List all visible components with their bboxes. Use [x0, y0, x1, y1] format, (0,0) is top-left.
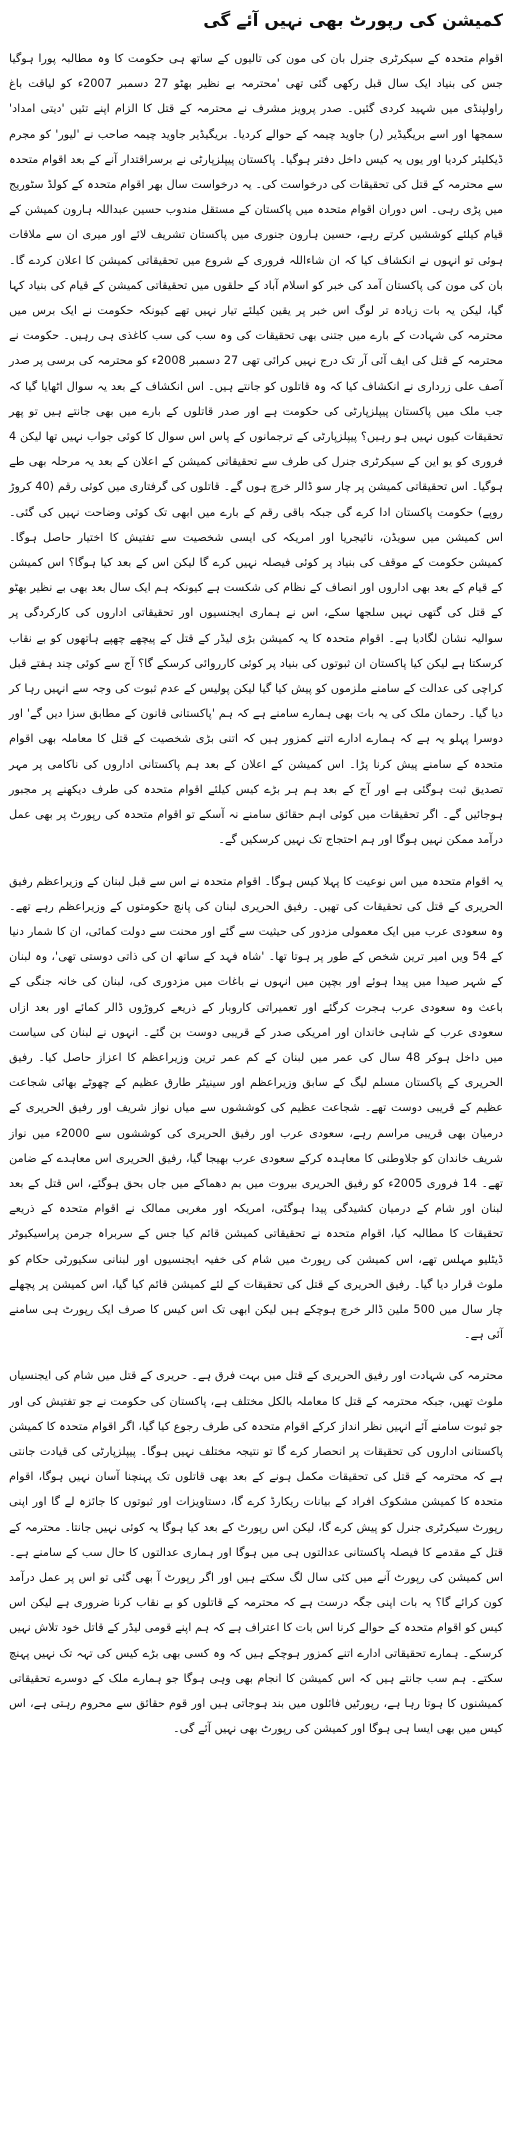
article-paragraph-3: محترمہ کی شہادت اور رفیق الحریری کے قتل میں بہت فرق ہے۔ حریری کے قتل میں شام کی ایجنسیاں ملوث تھیں، جبکہ محترمہ کے قتل کا معاملہ بالکل مختلف ہے، پاکستان کی حکومت نے جو تفتیش کی اور جو ثبوت سامنے آئے انہیں نظر انداز کرکے اقوام متحدہ کی طرف رجوع کیا گیا، اگر اقوام متحدہ کا کمیشن پاکستانی اداروں کی تحقیقات پر انحصار کرے گا تو نتیجہ مختلف نہیں ہوگا۔ پیپلزپارٹی کی قیادت جانتی ہے کہ محترمہ کے قتل کی تحقیقات مکمل ہونے کے بعد بھی قاتلوں تک پہنچنا آسان نہیں ہوگا، اقوام متحدہ کا کمیشن مشکوک افراد کے بیانات ریکارڈ کرے گا، دستاویزات اور ثبوتوں کا جائزہ لے گا اور اپنی رپورٹ سیکرٹری جنرل کو پیش کرے گا، لیکن اس رپورٹ کے بعد کیا ہوگا یہ کوئی نہیں جانتا۔ محترمہ کے قتل کے مقدمے کا فیصلہ پاکستانی عدالتوں ہی میں ہوگا اور ہماری عدالتوں کا حال سب کے سامنے ہے۔ اس کمیشن کی رپورٹ آنے میں کئی سال لگ سکتے ہیں اور اگر رپورٹ آ بھی گئی تو اس پر عمل درآمد کون کرائے گا؟ یہ بات اپنی جگہ درست ہے کہ محترمہ کے قاتلوں کو بے نقاب کرنا ضروری ہے لیکن اس کیس کو اقوام متحدہ کے حوالے کرنا اس بات کا اعتراف ہے کہ ہم اپنے قومی لیڈر کے قاتل خود تلاش نہیں کرسکے۔ ہمارے تحقیقاتی ادارے اتنے کمزور ہوچکے ہیں کہ وہ کسی بھی بڑے کیس کی تہہ تک نہیں پہنچ سکتے۔ ہم سب جانتے ہیں کہ اس کمیشن کا انجام بھی وہی ہوگا جو ہمارے ملک کے دوسرے تحقیقاتی کمیشنوں کا ہوتا رہا ہے، رپورٹیں فائلوں میں بند ہوجاتی ہیں اور قوم حقائق سے محروم رہتی ہے، اس کیس میں بھی ایسا ہی ہوگا اور کمیشن کی رپورٹ بھی نہیں آئے گی۔: [9, 1369, 503, 1736]
article-paragraph-1: اقوام متحدہ کے سیکرٹری جنرل بان کی مون کی تالیوں کے ساتھ ہی حکومت کا وہ مطالبہ پورا ہوگیا جس کی بنیاد ایک سال قبل رکھی گئی تھی 'محترمہ بے نظیر بھٹو 27 دسمبر 2007ء کو لیاقت باغ راولپنڈی میں شہید کردی گئیں۔ صدر پرویز مشرف نے محترمہ کے قتل کا الزام اپنے تئیں 'دیتی امداد' سمجھا اور اسے بریگیڈیر (ر) جاوید چیمہ کے حوالے کردیا۔ بریگیڈیر جاوید چیمہ صاحب نے 'لیور' کو مجرم ڈیکلیئر کردیا اور یوں یہ کیس داخل دفتر ہوگیا۔ پاکستان پیپلزپارٹی نے برسراقتدار آنے کے بعد اقوام متحدہ سے محترمہ کے قتل کی تحقیقات کی درخواست کی۔ یہ درخواست سال بھر اقوام متحدہ کے کولڈ سٹوریج میں پڑی رہی۔ اس دوران اقوام متحدہ میں پاکستان کے مستقل مندوب حسین عبداللہ ہارون کمیشن کے قیام کیلئے کوششیں کرتے رہے، حسین ہارون جنوری میں پاکستان تشریف لائے اور میری ان سے ملاقات ہوئی تو انہوں نے انکشاف کیا کہ ان شاءاللہ فروری کے شروع میں تحقیقاتی کمیشن کا اعلان کردے گا۔ بان کی مون کی پاکستان آمد کی خبر کو اسلام آباد کے حلقوں میں تحقیقاتی کمیشن کے قیام کی بنیاد کہا گیا، لیکن یہ بات زیادہ تر لوگ اس خبر پر یقین کیلئے تیار نہیں تھے کیونکہ حکومت نے ایک برس میں محترمہ کی شہادت کے بارے میں جتنی بھی تحقیقات کی وہ سب کی سب کاغذی ہی رہیں۔ حکومت نے محترمہ کے قتل کی ایف آئی آر تک درج نہیں کرائی تھی 27 دسمبر 2008ء کو محترمہ کی برسی پر صدر آصف علی زرداری نے انکشاف کیا کہ وہ قاتلوں کو جانتے ہیں۔ اس انکشاف کے بعد یہ سوال اٹھایا گیا کہ جب ملک میں پاکستان پیپلزپارٹی کی حکومت ہے اور صدر قاتلوں کے بارے میں بھی جانتے ہیں تو پھر تحقیقات کیوں نہیں ہو رہیں؟ پیپلزپارٹی کے ترجمانوں کے پاس اس سوال کا کوئی جواب نہیں تھا لیکن 4 فروری کو یو این کے سیکرٹری جنرل کی طرف سے تحقیقاتی کمیشن کے اعلان کے بعد یہ مرحلہ بھی طے ہوگیا۔ اس تحقیقاتی کمیشن پر چار سو ڈالر خرچ ہوں گے۔ قاتلوں کی گرفتاری میں کوئی رقم (40 کروڑ روپے) حکومت پاکستان ادا کرے گی جبکہ باقی رقم کے بارے میں ابھی تک کوئی وضاحت نہیں کی گئی۔ اس کمیشن میں سویڈن، نائیجریا اور امریکہ کی ایسی شخصیت سے تفتیش کا اختیار حاصل ہوگا۔ کمیشن حکومت کے موقف کی بنیاد پر کوئی فیصلہ نہیں کرے گا لیکن اس کے بعد کیا ہوگا؟ اس کمیشن کے قیام کے بعد بھی اداروں اور انصاف کے نظام کی شکست ہے کیونکہ ہم ایک سال بعد بھی بے نظیر بھٹو کے قتل کی گتھی نہیں سلجھا سکے، اس نے ہماری ایجنسیوں اور تحقیقاتی اداروں کی کارکردگی پر سوالیہ نشان لگادیا ہے۔ اقوام متحدہ کا یہ کمیشن بڑی لیڈر کے قتل کے پیچھے چھپے ہاتھوں کو بے نقاب کرسکتا ہے لیکن کیا پاکستان ان ثبوتوں کی بنیاد پر کوئی کارروائی کرسکے گا؟ آج سے کوئی چند ہفتے قبل کراچی کی عدالت کے سامنے ملزموں کو پیش کیا گیا لیکن پولیس کے عدم ثبوت کی وجہ سے انہیں رہا کر دیا گیا۔ رحمان ملک کی یہ بات بھی ہمارے سامنے ہے کہ ہم 'پاکستانی قانون کے مطابق سزا دیں گے' اور دوسرا پہلو یہ ہے کہ ہمارے ادارے اتنے کمزور ہیں کہ اتنی بڑی شخصیت کے قتل کا معاملہ بھی اقوام متحدہ کے سامنے پیش کرنا پڑا۔ اس کمیشن کے اعلان کے بعد ہم پاکستانی اداروں کی ناکامی پر مہر تصدیق ثبت ہوگئی ہے اور آج کے بعد ہم ہر بڑے کیس کیلئے اقوام متحدہ کی طرف دیکھنے پر مجبور ہوجائیں گے۔ اگر تحقیقات میں کوئی اہم حقائق سامنے نہ آسکے تو اقوام متحدہ کی رپورٹ پر بھی عمل درآمد ممکن نہیں ہوگا اور ہم احتجاج تک نہیں کرسکیں گے۔: [9, 52, 503, 847]
article-headline: کمیشن کی رپورٹ بھی نہیں آئے گی: [203, 11, 503, 31]
article-paragraph-2: یہ اقوام متحدہ میں اس نوعیت کا پہلا کیس ہوگا۔ اقوام متحدہ نے اس سے قبل لبنان کے وزیراعظم رفیق الحریری کے قتل کی تحقیقات کی تھیں۔ رفیق الحریری لبنان کی پانچ حکومتوں کے وزیراعظم رہے تھے۔ وہ سعودی عرب میں ایک معمولی مزدور کی حیثیت سے گئے اور محنت سے دولت کمائی، ان کا شمار دنیا کے 54 ویں امیر ترین شخص کے طور پر ہوتا تھا۔ 'شاہ فہد کے ساتھ ان کی ذاتی دوستی تھی'، وہ لبنان کے شہر صیدا میں پیدا ہوئے اور بچپن میں انہوں نے باغات میں مزدوری کی، لبنان کی خانہ جنگی کے باعث وہ سعودی عرب ہجرت کرگئے اور تعمیراتی کاروبار کے ذریعے کروڑوں ڈالر کمائے اور بعد ازاں سعودی عرب کے شاہی خاندان اور امریکی صدر کے قریبی دوست بن گئے۔ انہوں نے لبنان کی سیاست میں داخل ہوکر 48 سال کی عمر میں لبنان کے کم عمر ترین وزیراعظم کا اعزاز حاصل کیا۔ رفیق الحریری کے پاکستان مسلم لیگ کے سابق وزیراعظم اور سینیٹر طارق عظیم کے چھوٹے بھائی شجاعت عظیم کے قریبی دوست تھے۔ شجاعت عظیم کی کوششوں سے میاں نواز شریف اور رفیق الحریری کے درمیان بھی قریبی مراسم رہے، سعودی عرب اور رفیق الحریری کی کوششوں سے 2000ء میں نواز شریف خاندان کو جلاوطنی کا معاہدہ کرکے سعودی عرب بھیجا گیا، رفیق الحریری اس معاہدے کے ضامن تھے۔ 14 فروری 2005ء کو رفیق الحریری بیروت میں بم دھماکے میں جاں بحق ہوگئے، اس قتل کے بعد لبنان اور شام کے درمیان کشیدگی پیدا ہوگئی، امریکہ اور مغربی ممالک نے اقوام متحدہ کے ذریعے تحقیقات کا مطالبہ کیا، اقوام متحدہ نے تحقیقاتی کمیشن قائم کیا جس کے سربراہ جرمن پراسیکیوٹر ڈیٹلیو مہلس تھے، اس کمیشن کی رپورٹ میں شام کی خفیہ ایجنسیوں اور لبنانی سکیورٹی حکام کو ملوث قرار دیا گیا۔ رفیق الحریری کے قتل کی تحقیقات کے لئے کمیشن قائم کیا گیا، اس کمیشن پر پچھلے چار سال میں 500 ملین ڈالر خرچ ہوچکے ہیں لیکن ابھی تک اس کیس کا صرف ایک رپورٹ ہی سامنے آئی ہے۔: [9, 874, 503, 1342]
